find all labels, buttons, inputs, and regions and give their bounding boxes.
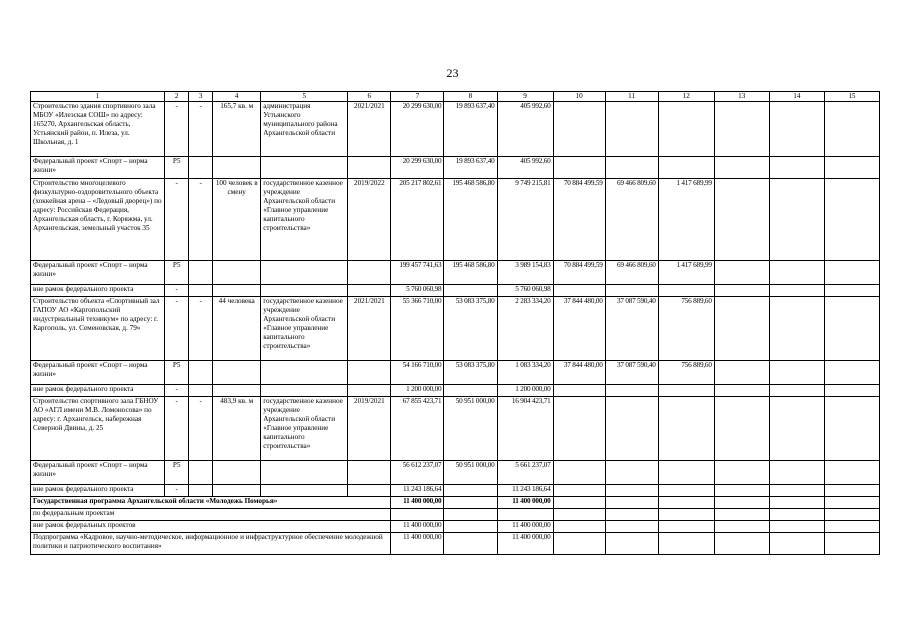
header-cell: 12 [658, 92, 714, 102]
cell: 205 217 802,61 [391, 179, 444, 261]
budget-table [30, 91, 880, 555]
cell [348, 361, 391, 385]
cell [213, 385, 261, 397]
cell [553, 397, 605, 461]
cell: государственное казенное учреждение Архангельской области «Главное управление капитального строительства» [261, 179, 348, 261]
cell [769, 461, 824, 485]
cell [714, 497, 769, 509]
cell [769, 521, 824, 533]
cell: 53 083 375,80 [444, 361, 497, 385]
cell [769, 361, 824, 385]
header-cell: 8 [444, 92, 497, 102]
cell [769, 397, 824, 461]
cell: 2021/2021 [348, 297, 391, 361]
table-row [31, 461, 880, 485]
object-name: Федеральный проект «Спорт – норма жизни» [31, 361, 165, 385]
table-row [31, 509, 880, 521]
cell [769, 102, 824, 157]
cell [714, 297, 769, 361]
cell [658, 509, 714, 521]
object-name: вне рамок федерального проекта [31, 285, 165, 297]
cell [824, 397, 879, 461]
cell [658, 157, 714, 179]
cell: 19 893 637,40 [444, 157, 497, 179]
cell [553, 485, 605, 497]
cell [824, 521, 879, 533]
cell [553, 521, 605, 533]
cell: 50 951 000,00 [444, 461, 497, 485]
object-name: вне рамок федерального проекта [31, 485, 165, 497]
cell: 11 400 000,00 [391, 521, 444, 533]
cell [714, 179, 769, 261]
cell [213, 485, 261, 497]
cell: 70 884 499,59 [553, 261, 605, 285]
table-row [31, 179, 880, 261]
cell [605, 533, 658, 555]
cell: 2019/2021 [348, 397, 391, 461]
cell: - [165, 102, 189, 157]
cell [444, 285, 497, 297]
cell [714, 397, 769, 461]
cell [714, 285, 769, 297]
cell [769, 179, 824, 261]
cell: 2 283 334,20 [497, 297, 553, 361]
cell: P5 [165, 461, 189, 485]
cell [391, 509, 444, 521]
cell: P5 [165, 261, 189, 285]
cell [348, 261, 391, 285]
cell [769, 509, 824, 521]
cell: 37 087 590,40 [605, 361, 658, 385]
cell [714, 521, 769, 533]
cell [824, 179, 879, 261]
table-row [31, 533, 880, 555]
cell [824, 261, 879, 285]
cell [189, 361, 213, 385]
cell: 37 844 480,00 [553, 361, 605, 385]
cell [714, 361, 769, 385]
cell: 1 417 689,99 [658, 179, 714, 261]
cell [769, 533, 824, 555]
object-name: Строительство спортивного зала ГБНОУ АО «АГЛ имени М.В. Ломоносова» по адресу: г. Архангельск, набережная Северной Двины, д. 25 [31, 397, 165, 461]
cell [213, 461, 261, 485]
cell [189, 261, 213, 285]
cell [824, 361, 879, 385]
cell [189, 461, 213, 485]
cell [189, 385, 213, 397]
cell: - [189, 179, 213, 261]
cell [824, 461, 879, 485]
cell [658, 397, 714, 461]
cell: 1 200 000,00 [391, 385, 444, 397]
header-cell: 15 [824, 92, 879, 102]
cell [348, 285, 391, 297]
table-row [31, 261, 880, 285]
header-row [31, 92, 880, 102]
cell [553, 157, 605, 179]
cell: - [165, 179, 189, 261]
header-cell: 5 [261, 92, 348, 102]
cell: 53 083 375,80 [444, 297, 497, 361]
cell [769, 297, 824, 361]
cell [605, 461, 658, 485]
cell [824, 385, 879, 397]
cell: - [165, 485, 189, 497]
table-row [31, 485, 880, 497]
cell: 11 243 186,64 [497, 485, 553, 497]
header-cell: 2 [165, 92, 189, 102]
cell: 195 468 586,80 [444, 261, 497, 285]
cell: 11 400 000,00 [497, 533, 553, 555]
header-cell: 10 [553, 92, 605, 102]
cell [658, 521, 714, 533]
header-cell: 1 [31, 92, 165, 102]
table-row [31, 397, 880, 461]
cell: 1 417 689,99 [658, 261, 714, 285]
object-name: Строительство объекта «Спортивный зал ГАПОУ АО «Каргопольский индустриальный техникум» по адресу: г. Каргополь, ул. Семеновская, д. 79» [31, 297, 165, 361]
cell: 37 087 590,40 [605, 297, 658, 361]
cell [444, 497, 497, 509]
cell: 1 200 000,00 [497, 385, 553, 397]
table-row [31, 361, 880, 385]
cell: 19 893 637,40 [444, 102, 497, 157]
cell: 5 760 060,98 [391, 285, 444, 297]
cell: 100 человек в смену [213, 179, 261, 261]
cell [553, 461, 605, 485]
table-row [31, 297, 880, 361]
cell [605, 385, 658, 397]
cell [261, 485, 348, 497]
cell [348, 461, 391, 485]
cell [444, 533, 497, 555]
cell [769, 385, 824, 397]
cell: 67 855 423,71 [391, 397, 444, 461]
cell: - [189, 297, 213, 361]
cell: 54 166 710,00 [391, 361, 444, 385]
cell [444, 485, 497, 497]
object-name: Строительство многоцелевого физкультурно-оздоровительного объекта (хоккейная арена – «Ледовый дворец») по адресу: Российская Федерация, Архангельская область, г. Коряжма, ул. Архангельская, земельный участок 35 [31, 179, 165, 261]
cell [261, 461, 348, 485]
cell [213, 261, 261, 285]
cell: 11 400 000,00 [497, 497, 553, 509]
object-name: вне рамок федерального проекта [31, 385, 165, 397]
header-cell: 14 [769, 92, 824, 102]
cell [824, 509, 879, 521]
cell [553, 385, 605, 397]
table-row [31, 497, 880, 509]
cell [261, 361, 348, 385]
program-name: Государственная программа Архангельской области «Молодежь Поморья» [31, 497, 391, 509]
cell [714, 461, 769, 485]
table-row [31, 385, 880, 397]
cell [824, 485, 879, 497]
header-cell: 6 [348, 92, 391, 102]
subprogram-name: Подпрограмма «Кадровое, научно-методическое, информационное и инфраструктурное обеспечение молодежной политики и патриотического воспитания» [31, 533, 391, 555]
page-number: 23 [446, 66, 459, 80]
table-row [31, 102, 880, 157]
cell: 11 243 186,64 [391, 485, 444, 497]
cell [658, 102, 714, 157]
cell: 199 457 741,63 [391, 261, 444, 285]
cell [553, 102, 605, 157]
cell [497, 509, 553, 521]
cell: 69 466 809,60 [605, 179, 658, 261]
cell [605, 397, 658, 461]
cell: 20 299 630,00 [391, 157, 444, 179]
header-cell: 7 [391, 92, 444, 102]
cell [658, 385, 714, 397]
cell: 55 366 710,00 [391, 297, 444, 361]
cell [553, 285, 605, 297]
cell [658, 461, 714, 485]
cell: 20 299 630,00 [391, 102, 444, 157]
cell [213, 157, 261, 179]
cell [714, 385, 769, 397]
cell: 70 884 499,59 [553, 179, 605, 261]
cell [824, 497, 879, 509]
cell [769, 485, 824, 497]
cell [824, 102, 879, 157]
cell: 9 749 215,81 [497, 179, 553, 261]
cell: P5 [165, 157, 189, 179]
cell: 5 661 237,07 [497, 461, 553, 485]
cell [824, 297, 879, 361]
cell: 5 760 060,98 [497, 285, 553, 297]
cell: 11 400 000,00 [497, 521, 553, 533]
cell [261, 157, 348, 179]
cell [769, 261, 824, 285]
cell [553, 497, 605, 509]
cell: 3 989 154,83 [497, 261, 553, 285]
cell: 483,9 кв. м [213, 397, 261, 461]
cell: 56 612 237,07 [391, 461, 444, 485]
cell [553, 533, 605, 555]
cell: 50 951 000,00 [444, 397, 497, 461]
table-row [31, 521, 880, 533]
cell: 405 992,60 [497, 102, 553, 157]
cell [444, 385, 497, 397]
cell [714, 533, 769, 555]
object-name: Строительство здания спортивного зала МБОУ «Илезская СОШ» по адресу: 165270, Архангельская область, Устьянский район, п. Илеза, ул. Школьная, д. 1 [31, 102, 165, 157]
cell: - [165, 297, 189, 361]
cell [658, 285, 714, 297]
cell [714, 102, 769, 157]
cell: - [165, 397, 189, 461]
cell [348, 157, 391, 179]
cell [261, 261, 348, 285]
cell [658, 533, 714, 555]
cell [769, 157, 824, 179]
cell [769, 497, 824, 509]
cell: 11 400 000,00 [391, 533, 444, 555]
cell: 405 992,60 [497, 157, 553, 179]
cell: 756 889,60 [658, 361, 714, 385]
cell [605, 485, 658, 497]
cell [213, 285, 261, 297]
cell: 165,7 кв. м [213, 102, 261, 157]
cell: государственное казенное учреждение Архангельской области «Главное управление капитального строительства» [261, 297, 348, 361]
cell: 2021/2021 [348, 102, 391, 157]
cell [605, 497, 658, 509]
cell [605, 102, 658, 157]
cell [553, 509, 605, 521]
cell [714, 485, 769, 497]
header-cell: 13 [714, 92, 769, 102]
cell [824, 157, 879, 179]
cell [444, 509, 497, 521]
cell [348, 485, 391, 497]
cell [605, 157, 658, 179]
cell [824, 285, 879, 297]
header-cell: 11 [605, 92, 658, 102]
object-name: по федеральным проектам [31, 509, 391, 521]
cell [189, 285, 213, 297]
table-row [31, 285, 880, 297]
cell: 195 468 586,80 [444, 179, 497, 261]
cell: 756 889,60 [658, 297, 714, 361]
cell [348, 385, 391, 397]
cell [189, 485, 213, 497]
cell [824, 533, 879, 555]
cell: 1 083 334,20 [497, 361, 553, 385]
cell: администрация Устьянского муниципального района Архангельской области [261, 102, 348, 157]
cell: 2019/2022 [348, 179, 391, 261]
cell: 44 человека [213, 297, 261, 361]
cell [213, 361, 261, 385]
cell [605, 521, 658, 533]
cell [444, 521, 497, 533]
cell [658, 485, 714, 497]
header-cell: 9 [497, 92, 553, 102]
header-cell: 4 [213, 92, 261, 102]
cell [605, 285, 658, 297]
cell [714, 509, 769, 521]
cell: - [165, 385, 189, 397]
cell: - [189, 397, 213, 461]
table-row [31, 157, 880, 179]
object-name: Федеральный проект «Спорт – норма жизни» [31, 261, 165, 285]
cell: 37 844 480,00 [553, 297, 605, 361]
header-cell: 3 [189, 92, 213, 102]
cell [261, 385, 348, 397]
cell: государственное казенное учреждение Архангельской области «Главное управление капитального строительства» [261, 397, 348, 461]
cell [714, 261, 769, 285]
object-name: Федеральный проект «Спорт – норма жизни» [31, 157, 165, 179]
cell [769, 285, 824, 297]
cell: - [165, 285, 189, 297]
object-name: вне рамок федеральных проектов [31, 521, 391, 533]
cell: - [189, 102, 213, 157]
cell: 16 904 423,71 [497, 397, 553, 461]
cell [714, 157, 769, 179]
cell [189, 157, 213, 179]
cell [658, 497, 714, 509]
cell: 69 466 809,60 [605, 261, 658, 285]
cell [261, 285, 348, 297]
object-name: Федеральный проект «Спорт – норма жизни» [31, 461, 165, 485]
cell [605, 509, 658, 521]
cell: 11 400 000,00 [391, 497, 444, 509]
cell: P5 [165, 361, 189, 385]
